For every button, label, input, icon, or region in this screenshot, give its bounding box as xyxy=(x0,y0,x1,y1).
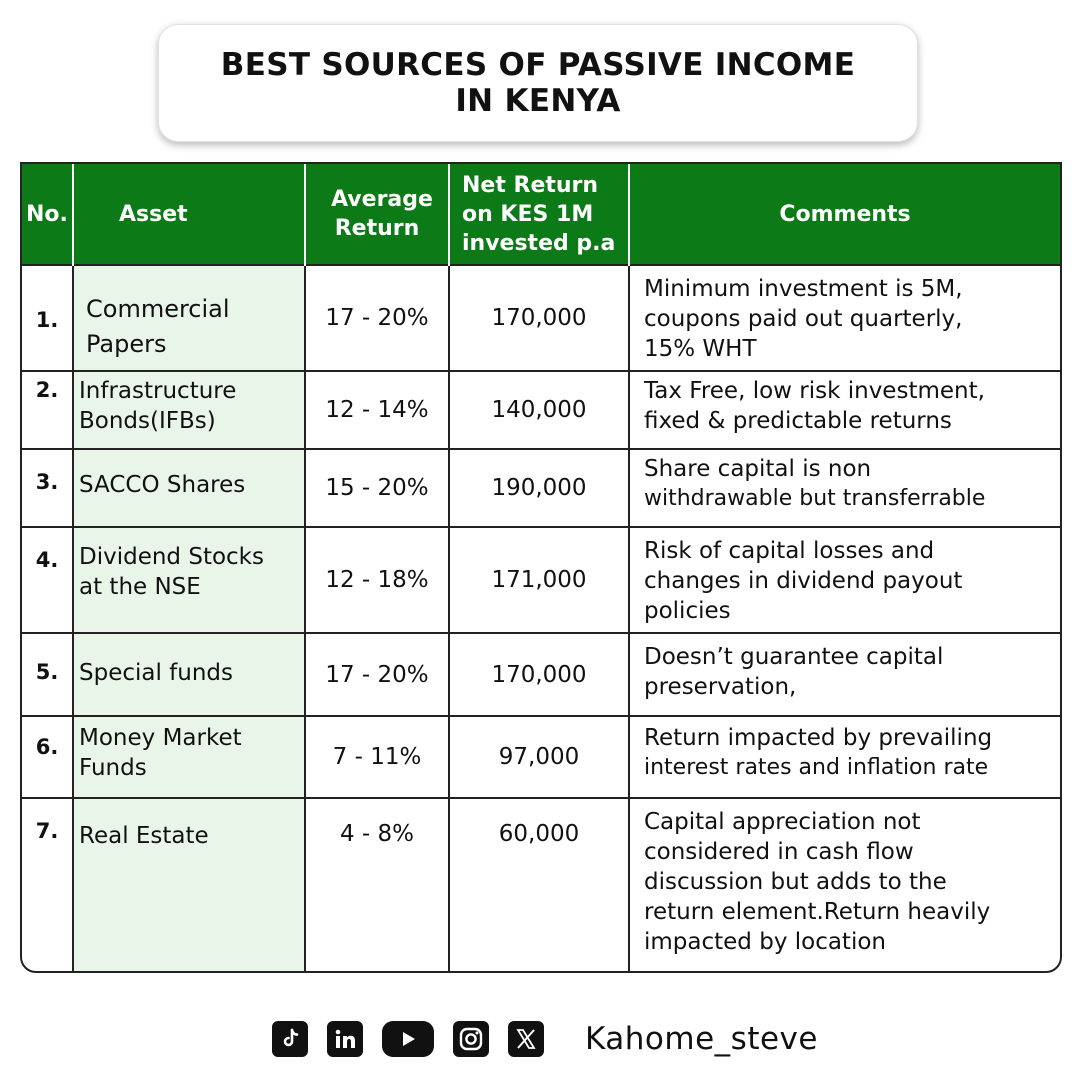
comment-line: preservation, xyxy=(644,674,797,700)
table-row xyxy=(22,633,1060,716)
comment-line: Return impacted by prevailing xyxy=(644,725,993,751)
net-return: 190,000 xyxy=(449,449,629,527)
average-return: 15 - 20% xyxy=(305,449,449,527)
asset-line: Papers xyxy=(86,330,167,358)
average-return: 12 - 14% xyxy=(305,371,449,449)
table-row xyxy=(22,798,1060,972)
net-return: 171,000 xyxy=(449,527,629,633)
comment-line: Share capital is non xyxy=(644,456,872,482)
comment-line: Risk of capital losses and xyxy=(644,538,935,564)
comment-cell xyxy=(629,633,1060,716)
header-comments xyxy=(629,164,1060,265)
average-return: 17 - 20% xyxy=(305,265,449,371)
net-return: 170,000 xyxy=(449,633,629,716)
asset-cell xyxy=(73,265,305,371)
youtube-icon[interactable] xyxy=(382,1021,434,1057)
header-net-return xyxy=(449,164,629,265)
asset-cell xyxy=(73,449,305,527)
comment-cell xyxy=(629,527,1060,633)
comment-cell xyxy=(629,371,1060,449)
comment-line: impacted by location xyxy=(644,929,886,955)
header-return-line: Return xyxy=(334,216,420,241)
row-number: 6. xyxy=(22,716,73,798)
comment-line: return element.Return heavily xyxy=(644,899,991,925)
comment-line: Capital appreciation not xyxy=(644,809,921,835)
header-no: No. xyxy=(22,164,73,265)
asset-line: Infrastructure xyxy=(79,378,237,404)
row-number: 3. xyxy=(22,449,73,527)
asset-cell xyxy=(73,371,305,449)
asset-line: Commercial xyxy=(86,295,230,323)
income-table xyxy=(20,162,1062,973)
row-number: 2. xyxy=(22,371,73,449)
instagram-icon[interactable] xyxy=(453,1021,489,1057)
comment-line: Minimum investment is 5M, xyxy=(644,276,963,302)
row-number: 7. xyxy=(22,798,73,972)
comment-cell xyxy=(629,798,1060,972)
table-row xyxy=(22,449,1060,527)
title-card xyxy=(158,24,918,142)
comment-line: withdrawable but transferrable xyxy=(644,486,986,511)
header-return-line: Average xyxy=(331,187,433,212)
table-row xyxy=(22,371,1060,449)
header-net-line: invested p.a xyxy=(462,230,616,256)
comment-line: discussion but adds to the xyxy=(644,869,947,895)
comment-line: 15% WHT xyxy=(644,336,757,362)
comment-line: policies xyxy=(644,598,731,624)
row-number: 1. xyxy=(22,265,73,371)
header-net-line: on KES 1M xyxy=(462,201,594,227)
comment-line: interest rates and inflation rate xyxy=(644,755,989,780)
comment-line: considered in cash flow xyxy=(644,839,914,865)
asset-line: Bonds(IFBs) xyxy=(79,408,216,434)
table-row xyxy=(22,527,1060,633)
asset-line: at the NSE xyxy=(79,574,201,600)
comment-line: changes in dividend payout xyxy=(644,568,963,594)
average-return: 12 - 18% xyxy=(305,527,449,633)
social-handle[interactable]: Kahome_steve xyxy=(585,1021,818,1057)
header-comments-label: Comments xyxy=(779,201,911,227)
net-return: 97,000 xyxy=(449,716,629,798)
asset-line: Dividend Stocks xyxy=(79,544,264,570)
asset-cell xyxy=(73,633,305,716)
table-row xyxy=(22,716,1060,798)
asset-line: Special funds xyxy=(79,660,234,686)
x-icon[interactable] xyxy=(508,1021,544,1057)
header-asset xyxy=(73,164,305,265)
net-return: 170,000 xyxy=(449,265,629,371)
asset-cell xyxy=(73,716,305,798)
asset-line: SACCO Shares xyxy=(79,472,246,498)
header-asset-label: Asset xyxy=(119,201,188,227)
comment-line: Doesn’t guarantee capital xyxy=(644,644,944,670)
comment-cell xyxy=(629,449,1060,527)
comment-line: Tax Free, low risk investment, xyxy=(644,378,985,404)
row-number: 4. xyxy=(22,527,73,633)
net-return: 140,000 xyxy=(449,371,629,449)
tiktok-icon[interactable] xyxy=(272,1021,308,1057)
title-line-2: IN KENYA xyxy=(455,83,621,119)
asset-cell xyxy=(73,798,305,972)
linkedin-icon[interactable] xyxy=(327,1021,363,1057)
header-net-line: Net Return xyxy=(462,172,599,198)
average-return: 7 - 11% xyxy=(305,716,449,798)
asset-line: Funds xyxy=(79,755,147,781)
table-header-row xyxy=(22,164,1060,265)
asset-line: Money Market xyxy=(79,725,242,751)
comment-cell xyxy=(629,265,1060,371)
net-return: 60,000 xyxy=(449,798,629,972)
social-footer xyxy=(272,1016,818,1062)
table-row xyxy=(22,265,1060,371)
average-return: 17 - 20% xyxy=(305,633,449,716)
asset-cell xyxy=(73,527,305,633)
title-line-1: BEST SOURCES OF PASSIVE INCOME xyxy=(220,47,856,83)
header-average-return xyxy=(305,164,449,265)
comment-cell xyxy=(629,716,1060,798)
asset-line: Real Estate xyxy=(79,823,209,849)
comment-line: fixed & predictable returns xyxy=(644,408,952,434)
average-return: 4 - 8% xyxy=(305,798,449,972)
row-number: 5. xyxy=(22,633,73,716)
comment-line: coupons paid out quarterly, xyxy=(644,306,963,332)
